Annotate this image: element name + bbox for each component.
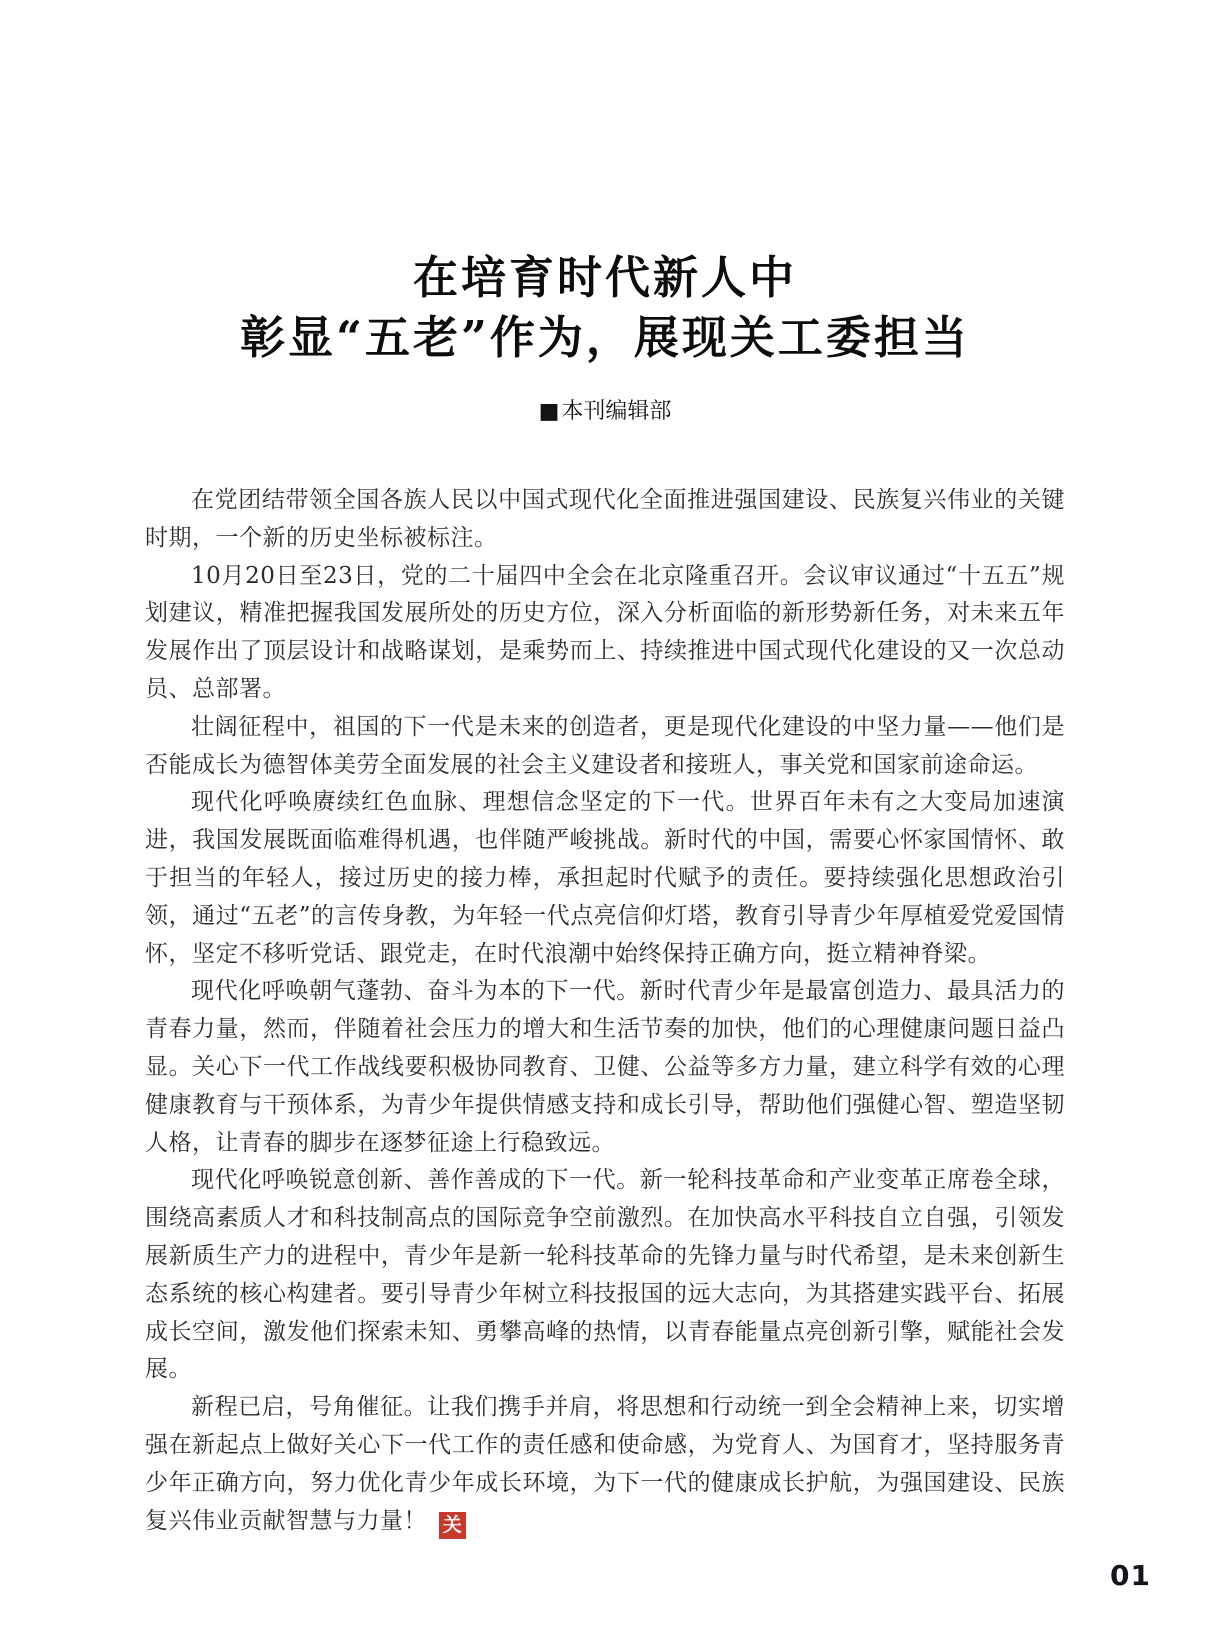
article-title-line2: 彰显“五老”作为，展现关工委担当 xyxy=(240,311,970,364)
paragraph: 10月20日至23日，党的二十届四中全会在北京隆重召开。会议审议通过“十五五”规划建议，精准把握我国发展所处的历史方位，深入分析面临的新形势新任务，对未来五年发展作出了顶层设计和战略谋划，是乘势而上、持续推进中国式现代化建设的又一次总动员、总部署。 xyxy=(145,562,1065,702)
paragraph: 壮阔征程中，祖国的下一代是未来的创造者，更是现代化建设的中坚力量——他们是否能成长为德智体美劳全面发展的社会主义建设者和接班人，事关党和国家前途命运。 xyxy=(145,713,1065,778)
byline-author: 本刊编辑部 xyxy=(561,399,672,424)
paragraph: 现代化呼唤锐意创新、善作善成的下一代。新一轮科技革命和产业变革正席卷全球，围绕高素质人才和科技制高点的国际竞争空前激烈。在加快高水平科技自立自强，引领发展新质生产力的进程中，青少年是新一轮科技革命的先锋力量与时代希望，是未来创新生态系统的核心构建者。要引导青少年树立科技报国的远大志向，为其搭建实践平台、拓展成长空间，激发他们探索未知、勇攀高峰的热情，以青春能量点亮创新引擎，赋能社会发展。 xyxy=(145,1167,1065,1383)
article-body xyxy=(145,482,1065,1540)
paragraph: 在党团结带领全国各族人民以中国式现代化全面推进强国建设、民族复兴伟业的关键时期，一个新的历史坐标被标注。 xyxy=(145,487,1065,551)
paragraph: 新程已启，号角催征。让我们携手并肩，将思想和行动统一到全会精神上来，切实增强在新起点上做好关心下一代工作的责任感和使命感，为党育人、为国育才，坚持服务青少年正确方向，努力优化青少年成长环境，为下一代的健康成长护航，为强国建设、民族复兴伟业贡献智慧与力量！ 关 xyxy=(145,1389,1065,1540)
byline xyxy=(145,398,1065,426)
paragraph: 现代化呼唤朝气蓬勃、奋斗为本的下一代。新时代青少年是最富创造力、最具活力的青春力量，然而，伴随着社会压力的增大和生活节奏的加快，他们的心理健康问题日益凸显。关心下一代工作战线要积极协同教育、卫健、公益等多方力量，建立科学有效的心理健康教育与干预体系，为青少年提供情感支持和成长引导，帮助他们强健心智、塑造坚韧人格，让青春的脚步在逐梦征途上行稳致远。 xyxy=(145,978,1065,1156)
article-title xyxy=(145,248,1065,368)
page-number: 01 xyxy=(1110,1559,1151,1592)
paragraph: 现代化呼唤赓续红色血脉、理想信念坚定的下一代。世界百年未有之大变局加速演进，我国发展既面临难得机遇，也伴随严峻挑战。新时代的中国，需要心怀家国情怀、敢于担当的年轻人，接过历史的接力棒，承担起时代赋予的责任。要持续强化思想政治引领，通过“五老”的言传身教，为年轻一代点亮信仰灯塔，教育引导青少年厚植爱党爱国情怀，坚定不移听党话、跟党走，在时代浪潮中始终保持正确方向，挺立精神脊梁。 xyxy=(145,789,1065,967)
article-end-mark-icon: 关 xyxy=(439,1512,466,1539)
byline-square-icon: ■ xyxy=(538,399,560,424)
editorial-article xyxy=(145,248,1065,1540)
article-title-line1: 在培育时代新人中 xyxy=(412,251,797,304)
